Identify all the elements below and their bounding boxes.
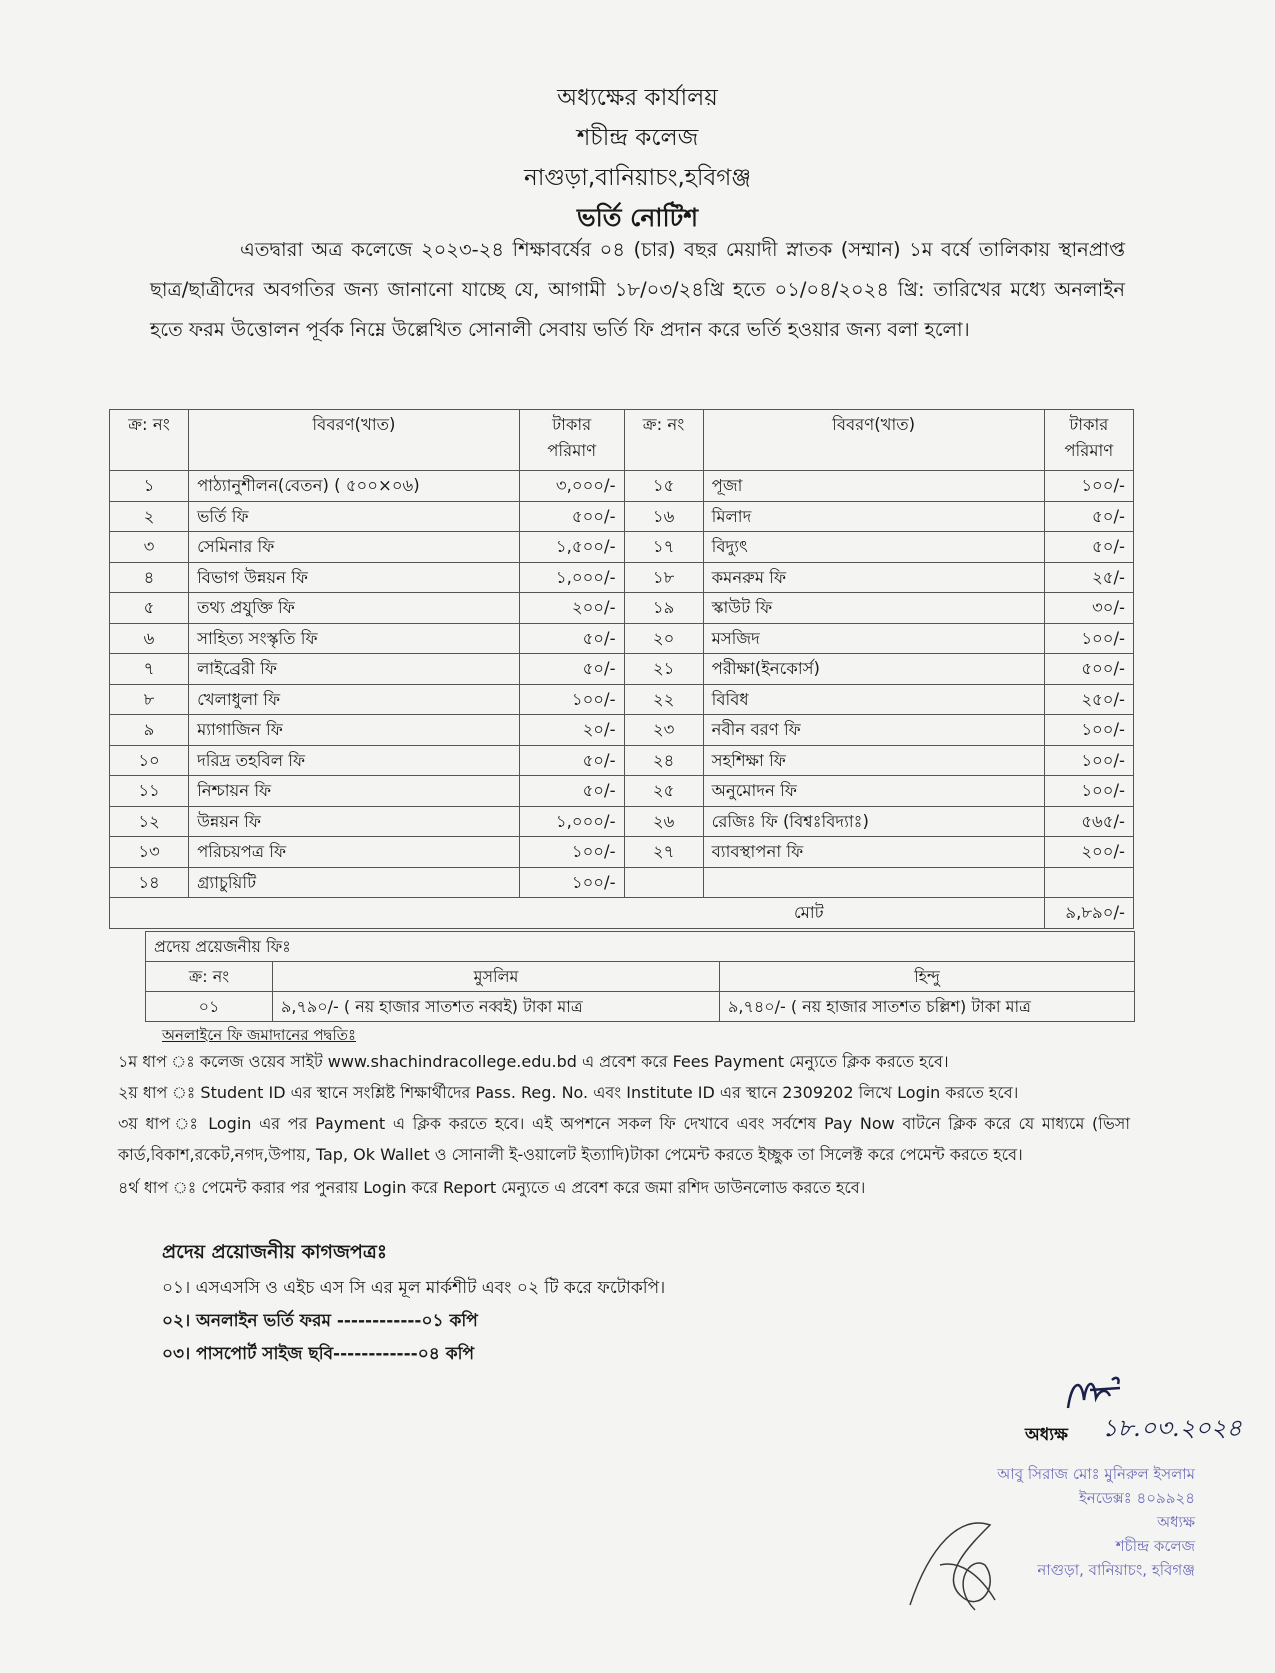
fee-desc: সেমিনার ফি — [189, 532, 520, 563]
step-2: ২য় ধাপ ঃ Student ID এর স্থানে সংশ্লিষ্ট শিক্ষার্থীদের Pass. Reg. No. এবং Institute ID এর স্থানে 2309202 লিখে Login করতে হবে। — [118, 1083, 1019, 1102]
required-fee-row — [146, 992, 1135, 1022]
fee-desc-2: রেজিঃ ফি (বিশ্বঃবিদ্যাঃ) — [703, 806, 1044, 837]
fee-sl-2: ২১ — [624, 654, 703, 685]
col-sl-2: ক্র: নং — [624, 410, 703, 471]
fee-sl-2: ১৭ — [624, 532, 703, 563]
fee-desc-2: ব্যাবস্থাপনা ফি — [703, 837, 1044, 868]
fee-sl-2: ২৪ — [624, 745, 703, 776]
fee-row — [110, 776, 1134, 807]
signature-date: ১৮.০৩.২০২৪ — [1102, 1414, 1243, 1442]
fee-desc-2: বিদ্যুৎ — [703, 532, 1044, 563]
intro-paragraph: এতদ্বারা অত্র কলেজে ২০২৩-২৪ শিক্ষাবর্ষের ০৪ (চার) বছর মেয়াদী স্নাতক (সম্মান) ১ম বর্ষে তালিকায় স্থানপ্রাপ্ত ছাত্র/ছাত্রীদের অবগতির জন্য জানানো যাচ্ছে যে, আগামী ১৮/০৩/২৪খ্রি হতে ০১/০৪/২০২৪ খ্রি: তারিখের মধ্যে অনলাইন হতে ফরম উত্তোলন পূর্বক নিম্নে উল্লেখিত সোনালী সেবায় ভর্তি ফি প্রদান করে ভর্তি হওয়ার জন্য বলা হলো। — [150, 238, 1125, 341]
fee-desc-2 — [703, 867, 1044, 898]
fee-amount-2: ৫০/- — [1044, 532, 1133, 563]
online-steps — [118, 1046, 1130, 1203]
fee-amount: ৫০/- — [519, 745, 624, 776]
fee-row — [110, 593, 1134, 624]
fee-sl-2: ২৫ — [624, 776, 703, 807]
fee-table — [109, 409, 1134, 929]
fee-total-row — [110, 898, 1134, 929]
fee-amount: ৫০/- — [519, 623, 624, 654]
fee-amount-2: ১০০/- — [1044, 715, 1133, 746]
signature-area — [880, 1370, 1260, 1670]
fee-amount: ৫০/- — [519, 654, 624, 685]
college-name: শচীন্দ্র কলেজ — [576, 125, 699, 151]
required-fee-caption: প্রদেয় প্রয়েজনীয় ফিঃ — [146, 932, 1135, 962]
stamp-line: অধ্যক্ষ — [1157, 1513, 1195, 1531]
fee-desc: গ্র্যাচুয়িটি — [189, 867, 520, 898]
fee-amount-2 — [1044, 867, 1133, 898]
fee-amount-2: ১০০/- — [1044, 776, 1133, 807]
fee-desc: পাঠ্যানুশীলন(বেতন) ( ৫০০×০৬) — [189, 471, 520, 502]
office-name: অধ্যক্ষের কার্যালয় — [557, 85, 718, 111]
fee-desc: পরিচয়পত্র ফি — [189, 837, 520, 868]
fee-table-header-row — [110, 410, 1134, 471]
fee-sl: ১০ — [110, 745, 189, 776]
fee-amount: ১০০/- — [519, 867, 624, 898]
fee-row — [110, 745, 1134, 776]
fee-row — [110, 501, 1134, 532]
documents-list — [162, 1272, 665, 1371]
step-1: ১ম ধাপ ঃ কলেজ ওয়েব সাইট www.shachindracollege.edu.bd এ প্রবেশ করে Fees Payment মেন্যুতে ক্লিক করতে হবে। — [118, 1052, 949, 1071]
online-payment-title: অনলাইনে ফি জমাদানের পদ্বতিঃ — [162, 1026, 357, 1044]
fee-row — [110, 471, 1134, 502]
fee-sl: ১১ — [110, 776, 189, 807]
fee-row — [110, 623, 1134, 654]
document-item: ০২। অনলাইন ভর্তি ফরম ------------০১ কপি — [162, 1311, 478, 1331]
fee-sl-2: ১৫ — [624, 471, 703, 502]
fee-amount-2: ২০০/- — [1044, 837, 1133, 868]
fee-amount-2: ২৫০/- — [1044, 684, 1133, 715]
fee-desc-2: কমনরুম ফি — [703, 562, 1044, 593]
total-value: ৯,৮৯০/- — [1044, 898, 1133, 929]
fee-sl: ১৩ — [110, 837, 189, 868]
fee-desc-2: মসজিদ — [703, 623, 1044, 654]
fee-amount: ২০/- — [519, 715, 624, 746]
fee-desc-2: পূজা — [703, 471, 1044, 502]
fee-sl: ৬ — [110, 623, 189, 654]
fee-row — [110, 837, 1134, 868]
fee-amount-2: ৫৬৫/- — [1044, 806, 1133, 837]
signature-role: অধ্যক্ষ — [1025, 1425, 1068, 1445]
fee-amount: ৫০০/- — [519, 501, 624, 532]
stamp-line: শচীন্দ্র কলেজ — [1115, 1537, 1195, 1555]
fee-desc: খেলাধুলা ফি — [189, 684, 520, 715]
fee-row — [110, 806, 1134, 837]
req-muslim-fee: ৯,৭৯০/- ( নয় হাজার সাতশত নব্বই) টাকা মাত্র — [273, 992, 720, 1022]
col-desc-2: বিবরণ(খাত) — [703, 410, 1044, 471]
col-amount-2: টাকার পরিমাণ — [1044, 410, 1133, 471]
req-col-sl: ক্র: নং — [146, 962, 273, 992]
step-4: ৪র্থ ধাপ ঃ পেমেন্ট করার পর পুনরায় Login করে Report মেন্যুতে এ প্রবেশ করে জমা রশিদ ডাউনলোড করতে হবে। — [118, 1178, 866, 1197]
notice-header — [0, 78, 1275, 238]
fee-desc: লাইব্রেরী ফি — [189, 654, 520, 685]
fee-desc: সাহিত্য সংস্কৃতি ফি — [189, 623, 520, 654]
fee-amount: ১০০/- — [519, 684, 624, 715]
fee-amount-2: ২৫/- — [1044, 562, 1133, 593]
fee-desc: দরিদ্র তহবিল ফি — [189, 745, 520, 776]
fee-sl-2: ২৩ — [624, 715, 703, 746]
fee-sl-2: ২২ — [624, 684, 703, 715]
fee-sl: ১৪ — [110, 867, 189, 898]
fee-desc-2: অনুমোদন ফি — [703, 776, 1044, 807]
fee-row — [110, 867, 1134, 898]
fee-sl-2: ১৯ — [624, 593, 703, 624]
stamp-line: আবু সিরাজ মোঃ মুনিরুল ইসলাম — [997, 1465, 1195, 1483]
col-amount: টাকার পরিমাণ — [519, 410, 624, 471]
fee-sl-2: ২০ — [624, 623, 703, 654]
stamp-signature-icon — [900, 1505, 1020, 1625]
notice-title: ভর্তি নোটিশ — [576, 203, 699, 232]
document-item: ০৩। পাসপোর্ট সাইজ ছবি------------০৪ কপি — [162, 1344, 475, 1364]
fee-desc-2: স্কাউট ফি — [703, 593, 1044, 624]
fee-desc: উন্নয়ন ফি — [189, 806, 520, 837]
req-col-hindu: হিন্দু — [720, 962, 1135, 992]
required-fee-header-row — [146, 962, 1135, 992]
fee-amount: ৫০/- — [519, 776, 624, 807]
fee-row — [110, 654, 1134, 685]
fee-amount: ৩,০০০/- — [519, 471, 624, 502]
fee-desc: বিভাগ উন্নয়ন ফি — [189, 562, 520, 593]
col-desc: বিবরণ(খাত) — [189, 410, 520, 471]
fee-amount-2: ৩০/- — [1044, 593, 1133, 624]
fee-desc-2: নবীন বরণ ফি — [703, 715, 1044, 746]
fee-desc: ভর্তি ফি — [189, 501, 520, 532]
fee-amount: ১০০/- — [519, 837, 624, 868]
fee-desc-2: বিবিধ — [703, 684, 1044, 715]
fee-amount-2: ১০০/- — [1044, 745, 1133, 776]
document-item: ০১। এসএসসি ও এইচ এস সি এর মূল মার্কশীট এবং ০২ টি করে ফটোকপি। — [162, 1278, 666, 1298]
fee-desc-2: সহশিক্ষা ফি — [703, 745, 1044, 776]
required-fee-caption-row — [146, 932, 1135, 962]
req-col-muslim: মুসলিম — [273, 962, 720, 992]
fee-sl: ৩ — [110, 532, 189, 563]
fee-sl: ৮ — [110, 684, 189, 715]
fee-amount-2: ৫০০/- — [1044, 654, 1133, 685]
fee-sl: ১ — [110, 471, 189, 502]
fee-amount-2: ১০০/- — [1044, 471, 1133, 502]
fee-desc-2: মিলাদ — [703, 501, 1044, 532]
fee-sl: ২ — [110, 501, 189, 532]
college-address: নাগুড়া,বানিয়াচং,হবিগঞ্জ — [523, 165, 751, 191]
fee-desc: ম্যাগাজিন ফি — [189, 715, 520, 746]
fee-sl: ৪ — [110, 562, 189, 593]
fee-row — [110, 715, 1134, 746]
fee-sl-2: ২৭ — [624, 837, 703, 868]
fee-desc: তথ্য প্রযুক্তি ফি — [189, 593, 520, 624]
fee-row — [110, 684, 1134, 715]
fee-row — [110, 532, 1134, 563]
fee-desc: নিশ্চায়ন ফি — [189, 776, 520, 807]
fee-sl: ১২ — [110, 806, 189, 837]
stamp-line: নাগুড়া, বানিয়াচং, হবিগঞ্জ — [1037, 1561, 1195, 1579]
fee-desc-2: পরীক্ষা(ইনকোর্স) — [703, 654, 1044, 685]
required-fee-table — [145, 931, 1135, 1022]
fee-amount: ১,০০০/- — [519, 806, 624, 837]
req-sl: ০১ — [146, 992, 273, 1022]
fee-sl-2: ১৬ — [624, 501, 703, 532]
fee-amount: ১,৫০০/- — [519, 532, 624, 563]
fee-amount: ১,০০০/- — [519, 562, 624, 593]
fee-sl: ৫ — [110, 593, 189, 624]
fee-amount-2: ১০০/- — [1044, 623, 1133, 654]
total-label: মোট — [110, 898, 1045, 929]
stamp-line: ইনডেক্সঃ ৪০৯৯২৪ — [1078, 1489, 1195, 1507]
fee-sl-2: ১৮ — [624, 562, 703, 593]
fee-sl-2: ২৬ — [624, 806, 703, 837]
fee-sl: ৯ — [110, 715, 189, 746]
fee-amount-2: ৫০/- — [1044, 501, 1133, 532]
fee-sl: ৭ — [110, 654, 189, 685]
fee-sl-2 — [624, 867, 703, 898]
req-hindu-fee: ৯,৭৪০/- ( নয় হাজার সাতশত চল্লিশ) টাকা মাত্র — [720, 992, 1135, 1022]
step-3: ৩য় ধাপ ঃ Login এর পর Payment এ ক্লিক করতে হবে। এই অপশনে সকল ফি দেখাবে এবং সর্বশেষ Pay Now বাটনে ক্লিক করে যে মাধ্যমে (ভিসা কার্ড,বিকাশ,রকেট,নগদ,উপায়, Tap, Ok Wallet ও সোনালী ই-ওয়ালেট ইত্যাদি)টাকা পেমেন্ট করতে ইচ্ছুক তা সিলেক্ট করে পেমেন্ট করতে হবে। — [118, 1114, 1130, 1164]
fee-row — [110, 562, 1134, 593]
col-sl: ক্র: নং — [110, 410, 189, 471]
documents-title: প্রদেয় প্রয়োজনীয় কাগজপত্রঃ — [162, 1241, 387, 1263]
fee-amount: ২০০/- — [519, 593, 624, 624]
